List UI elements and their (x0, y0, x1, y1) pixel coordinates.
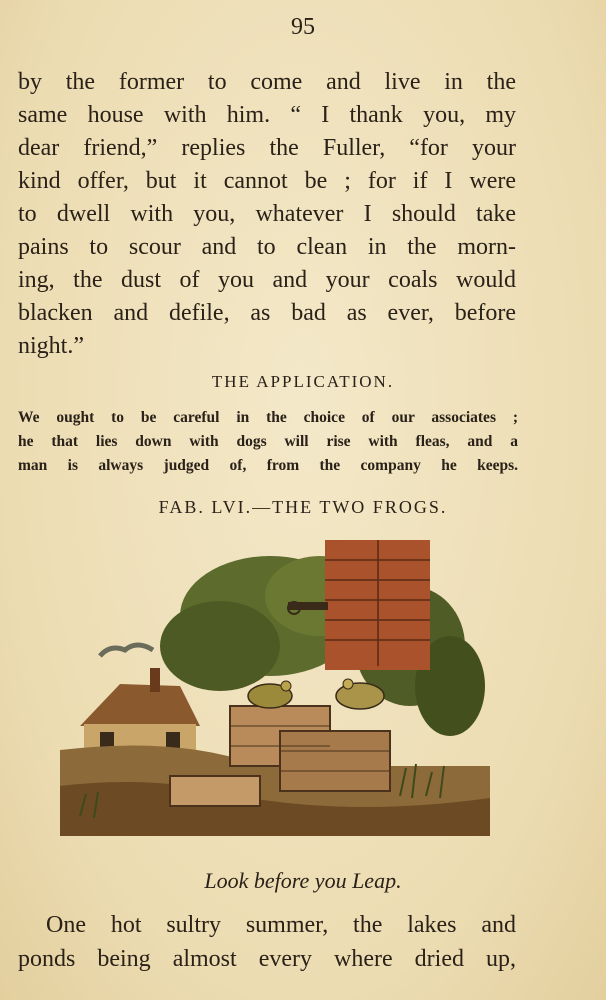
text-line: night.” (18, 333, 84, 359)
illustration-caption: Look before you Leap. (204, 868, 402, 893)
woodcut-illustration (60, 536, 490, 836)
two-frogs-woodcut-image (60, 536, 490, 836)
new-fable-paragraph (18, 908, 516, 976)
moral-paragraph (18, 406, 518, 478)
text-line: by the former to come and live in the (18, 69, 516, 95)
text-line: to dwell with you, whatever I should take (18, 201, 516, 227)
text-line: blacken and defile, as bad as ever, before (18, 300, 516, 326)
text-line: One hot sultry summer, the lakes and (46, 912, 516, 938)
text-line: kind offer, but it cannot be ; for if I were (18, 168, 516, 194)
fable-heading: FAB. LVI.—THE TWO FROGS. (158, 497, 448, 517)
moral-line: man is always judged of, from the company he keeps. (18, 457, 518, 474)
page-number: 95 (291, 14, 315, 40)
text-line: pains to scour and to clean in the morn- (18, 234, 516, 260)
text-line: ponds being almost every where dried up, (18, 946, 516, 972)
moral-line: We ought to be careful in the choice of our associates ; (18, 409, 518, 426)
text-line: dear friend,” replies the Fuller, “for your (18, 135, 516, 161)
application-heading: THE APPLICATION. (211, 372, 395, 391)
moral-line: he that lies down with dogs will rise with fleas, and a (18, 433, 518, 450)
text-line: same house with him. “ I thank you, my (18, 102, 516, 128)
fable-conclusion-paragraph (18, 66, 516, 363)
text-line: ing, the dust of you and your coals would (18, 267, 516, 293)
